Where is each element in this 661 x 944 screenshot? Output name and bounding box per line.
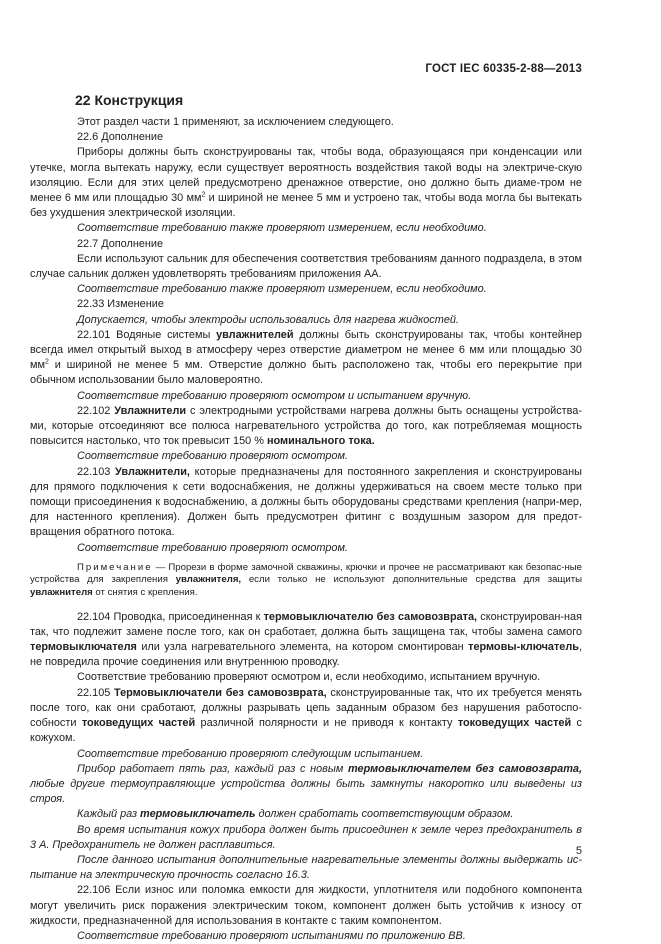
compliance-statement: Соответствие требованию проверяют следующим испытанием.	[77, 747, 424, 760]
subsection-heading: 22.7 Дополнение	[77, 237, 164, 250]
paragraph: 22.102 Увлажнители с электродными устройствами нагрева должны быть оснащены устройства-ми, которые отсоединяют все полюса нагревательного устройства до того, как потребляемая мощность повысится настолько, что ток превысит 150 % номинального тока.	[30, 404, 582, 448]
paragraph: 22.106 Если износ или поломка емкости для жидкости, уплотнителя или подобного компонента могут увеличить риск поражения электрическим током, компонент должен быть устойчив к износу от жидкости, предназначенной для использования в контакте с таким компонентом.	[30, 884, 582, 927]
paragraph: Прибор работает пять раз, каждый раз с новым термовыключателем без самовозврата, любые другие термоуправляющие устройства должны быть замкнуты накоротко или выведены из строя.	[30, 762, 582, 806]
compliance-statement: Соответствие требованию также проверяют измерением, если необходимо.	[77, 222, 487, 235]
compliance-statement: Соответствие требованию проверяют испытаниями по приложению ВВ.	[77, 929, 466, 942]
paragraph: Этот раздел части 1 применяют, за исключением следующего.	[77, 116, 394, 128]
paragraph: Допускается, чтобы электроды использовались для нагрева жидкостей.	[77, 313, 459, 326]
compliance-statement: Соответствие требованию проверяют осмотром и испытанием вручную.	[77, 389, 472, 402]
paragraph: 22.101 Водяные системы увлажнителей должны быть сконструированы так, чтобы контейнер всегда имел открытый выход в атмосферу через отверстие диаметром не менее 6 мм или площадью 30 $мм^2$ и шириной не менее 5 мм. Отверстие должно быть расположено так, чтобы его перекрытие при обычном использовании было маловероятно.	[30, 328, 582, 387]
paragraph: Приборы должны быть сконструированы так, чтобы вода, образующаяся при конденсации или утечке, могла вытекать наружу, если существует вероятность воздействия такой воды на электриче-скую изоляцию. Если для этих целей предусмотрено дренажное отверстие, оно должно быть диаме-тром не менее 6 мм или площадью 30 $мм^2$ и шириной не менее 5 мм и устроено так, чтобы вода могла бы вытекать без ухудшения электрической изоляции.	[30, 146, 582, 220]
paragraph: Во время испытания кожух прибора должен быть присоединен к земле через предохранитель в 3 А. Предохранитель не должен расплавиться.	[30, 823, 582, 851]
compliance-statement: Соответствие требованию проверяют осмотром.	[77, 450, 348, 463]
section-title: 22 Конструкция	[75, 92, 184, 108]
subsection-heading: 22.33 Изменение	[77, 298, 164, 311]
paragraph: 22.105 Термовыключатели без самовозврата, сконструированные так, что их требуется менять после того, как они сработают, должны разрывать цепь заданным образом без нарушения работоспо-собности токоведущих частей различной полярности и не приводя к контакту токоведущих частей с кожухом.	[30, 686, 582, 745]
paragraph: Каждый раз термовыключатель должен сработать соответствующим образом.	[77, 808, 514, 821]
paragraph: Если используют сальник для обеспечения соответствия требованиям данного подраздела, в этом случае сальник должен удовлетворять требованиям приложения АА.	[30, 252, 582, 281]
paragraph: 22.103 Увлажнители, которые предназначены для постоянного закрепления и сконструированы для прямого подключения к сети водоснабжения, не должны удерживаться на своем месте только при помощи присоединения к водоснабжению, а должны быть оборудованы средствами крепления (напри-мер, для настенного крепления). Должен быть предусмотрен фитинг с воздушным зазором для предот-вращения обратного потока.	[30, 465, 582, 539]
paragraph: 22.104 Проводка, присоединенная к термовыключателю без самовозврата, сконструирован-ная так, что подлежит замене после того, как он сработает, должна быть защищена так, чтобы замена самого термовыключателя или узла нагревательного элемента, на котором смонтирован термовы-ключатель, не повредила прочие соединения или внутреннюю проводку.	[30, 610, 582, 669]
compliance-statement: Соответствие требованию проверяют осмотром.	[77, 541, 348, 554]
note: Примечание — Прорези в форме замочной скважины, крючки и прочее не рассматривают как безопас-ные устройства для закрепления увлажнителя, если только не используют дополнительные средства для защиты увлажнителя от снятия с крепления.	[30, 561, 582, 599]
page-number: 5	[575, 845, 582, 857]
subsection-heading: 22.6 Дополнение	[77, 131, 164, 144]
standard-header: ГОСТ IEC 60335-2-88—2013	[425, 63, 582, 75]
paragraph: После данного испытания дополнительные нагревательные элементы должны выдержать ис-пытание на электрическую прочность согласно 16.3.	[30, 853, 582, 882]
document-body	[30, 115, 582, 944]
compliance-statement: Соответствие требованию также проверяют измерением, если необходимо.	[77, 283, 487, 296]
paragraph: Соответствие требованию проверяют осмотром и, если необходимо, испытанием вручную.	[77, 671, 541, 684]
